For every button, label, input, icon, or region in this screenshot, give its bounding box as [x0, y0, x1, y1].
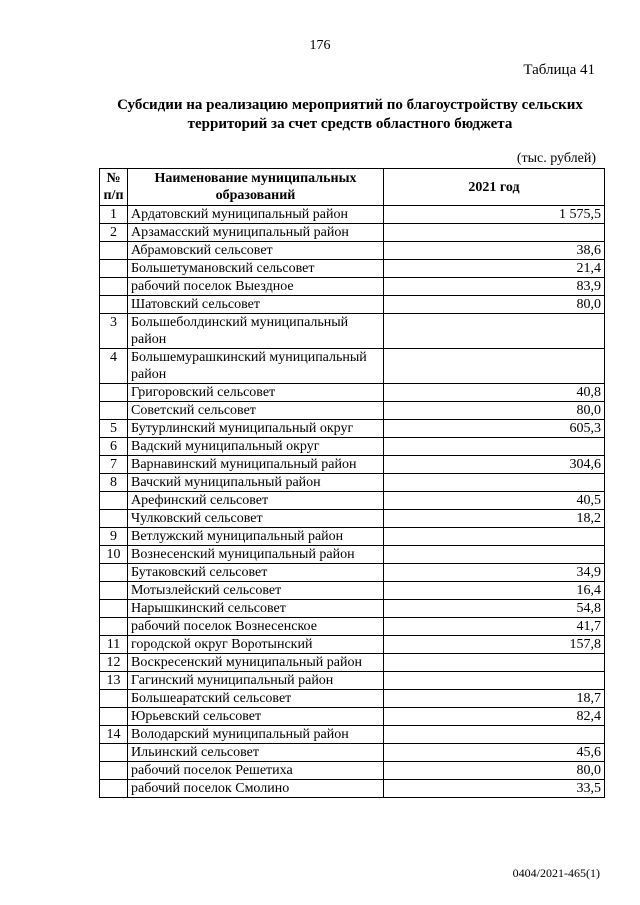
row-name: Ильинский сельсовет: [128, 744, 384, 762]
row-value: 33,5: [384, 780, 605, 798]
row-name: Шатовский сельсовет: [128, 296, 384, 314]
row-number: [100, 708, 128, 726]
document-title: [60, 96, 640, 134]
subsidies-table: [99, 168, 605, 798]
header-name: Наименование муниципальных образований: [128, 169, 384, 206]
row-number: [100, 762, 128, 780]
row-value: 82,4: [384, 708, 605, 726]
row-name: Варнавинский муниципальный район: [128, 456, 384, 474]
row-name: Вачский муниципальный район: [128, 474, 384, 492]
row-name: Арзамасский муниципальный район: [128, 224, 384, 242]
row-value: 80,0: [384, 296, 605, 314]
table-row: [100, 314, 605, 349]
row-value: [384, 474, 605, 492]
row-value: 304,6: [384, 456, 605, 474]
row-name: рабочий поселок Выездное: [128, 278, 384, 296]
title-line-1: Субсидии на реализацию мероприятий по благоустройству сельских: [117, 97, 583, 113]
table-row: [100, 618, 605, 636]
table-row: [100, 636, 605, 654]
row-name: Нарышкинский сельсовет: [128, 600, 384, 618]
table-row: [100, 726, 605, 744]
row-number: [100, 690, 128, 708]
row-value: 18,2: [384, 510, 605, 528]
row-number: [100, 278, 128, 296]
table-row: [100, 654, 605, 672]
row-name: Большеболдинский муниципальный район: [128, 314, 384, 349]
row-number: [100, 744, 128, 762]
row-name: Володарский муниципальный район: [128, 726, 384, 744]
row-name: рабочий поселок Смолино: [128, 780, 384, 798]
row-name: Большеаратский сельсовет: [128, 690, 384, 708]
row-name: Большемурашкинский муниципальный район: [128, 349, 384, 384]
row-number: [100, 600, 128, 618]
row-number: [100, 618, 128, 636]
table-row: [100, 438, 605, 456]
row-number: [100, 582, 128, 600]
row-value: [384, 528, 605, 546]
row-name: Советский сельсовет: [128, 402, 384, 420]
row-name: Арефинский сельсовет: [128, 492, 384, 510]
table-row: [100, 762, 605, 780]
row-value: [384, 349, 605, 384]
row-name: Большетумановский сельсовет: [128, 260, 384, 278]
footer-code: 0404/2021-465(1): [512, 866, 600, 880]
row-value: [384, 672, 605, 690]
row-number: [100, 260, 128, 278]
table-body: [100, 206, 605, 798]
table-row: [100, 492, 605, 510]
row-number: 9: [100, 528, 128, 546]
row-number: [100, 402, 128, 420]
row-number: 8: [100, 474, 128, 492]
row-number: [100, 242, 128, 260]
row-value: 40,5: [384, 492, 605, 510]
row-number: 12: [100, 654, 128, 672]
table-row: [100, 384, 605, 402]
row-number: 7: [100, 456, 128, 474]
row-value: [384, 314, 605, 349]
row-value: 80,0: [384, 402, 605, 420]
row-name: Абрамовский сельсовет: [128, 242, 384, 260]
row-name: Воскресенский муниципальный район: [128, 654, 384, 672]
row-number: [100, 564, 128, 582]
row-name: Юрьевский сельсовет: [128, 708, 384, 726]
row-name: Гагинский муниципальный район: [128, 672, 384, 690]
row-number: 6: [100, 438, 128, 456]
row-number: 10: [100, 546, 128, 564]
units-label: (тыс. рублей): [516, 151, 596, 166]
row-value: 54,8: [384, 600, 605, 618]
table-row: [100, 420, 605, 438]
row-number: 5: [100, 420, 128, 438]
table-label: Таблица 41: [523, 62, 595, 78]
table-row: [100, 744, 605, 762]
table-row: [100, 600, 605, 618]
table-row: [100, 278, 605, 296]
row-value: [384, 438, 605, 456]
row-number: [100, 492, 128, 510]
table-row: [100, 690, 605, 708]
table-row: [100, 474, 605, 492]
header-number: № п/п: [100, 169, 128, 206]
row-number: 13: [100, 672, 128, 690]
row-value: 157,8: [384, 636, 605, 654]
table-row: [100, 242, 605, 260]
row-value: 41,7: [384, 618, 605, 636]
table-row: [100, 402, 605, 420]
row-number: 2: [100, 224, 128, 242]
row-number: [100, 510, 128, 528]
row-name: Мотызлейский сельсовет: [128, 582, 384, 600]
row-name: Григоровский сельсовет: [128, 384, 384, 402]
table-header-row: [100, 169, 605, 206]
row-number: 11: [100, 636, 128, 654]
row-name: Бутурлинский муниципальный округ: [128, 420, 384, 438]
row-value: 605,3: [384, 420, 605, 438]
row-number: [100, 780, 128, 798]
row-value: 45,6: [384, 744, 605, 762]
table-row: [100, 349, 605, 384]
table-row: [100, 546, 605, 564]
row-name: рабочий поселок Решетиха: [128, 762, 384, 780]
row-number: 1: [100, 206, 128, 224]
table-row: [100, 672, 605, 690]
row-name: рабочий поселок Вознесенское: [128, 618, 384, 636]
header-year: 2021 год: [384, 169, 605, 206]
row-name: Вадский муниципальный округ: [128, 438, 384, 456]
row-value: 18,7: [384, 690, 605, 708]
row-name: городской округ Воротынский: [128, 636, 384, 654]
row-name: Вознесенский муниципальный район: [128, 546, 384, 564]
page-number: 176: [309, 38, 331, 53]
table-row: [100, 582, 605, 600]
table-row: [100, 510, 605, 528]
row-value: 1 575,5: [384, 206, 605, 224]
row-name: Бутаковский сельсовет: [128, 564, 384, 582]
row-value: 21,4: [384, 260, 605, 278]
row-value: 83,9: [384, 278, 605, 296]
row-value: 40,8: [384, 384, 605, 402]
row-value: 34,9: [384, 564, 605, 582]
row-number: [100, 296, 128, 314]
table-row: [100, 206, 605, 224]
row-value: 16,4: [384, 582, 605, 600]
title-line-2: территорий за счет средств областного бюджета: [187, 116, 513, 132]
row-value: 80,0: [384, 762, 605, 780]
row-name: Ардатовский муниципальный район: [128, 206, 384, 224]
row-name: Ветлужский муниципальный район: [128, 528, 384, 546]
row-number: 3: [100, 314, 128, 349]
row-number: [100, 384, 128, 402]
row-name: Чулковский сельсовет: [128, 510, 384, 528]
table-row: [100, 708, 605, 726]
table-row: [100, 780, 605, 798]
table-row: [100, 224, 605, 242]
row-value: [384, 726, 605, 744]
table-row: [100, 528, 605, 546]
table-row: [100, 260, 605, 278]
table-row: [100, 564, 605, 582]
row-value: 38,6: [384, 242, 605, 260]
row-number: 14: [100, 726, 128, 744]
row-number: 4: [100, 349, 128, 384]
table-row: [100, 296, 605, 314]
row-value: [384, 224, 605, 242]
row-value: [384, 546, 605, 564]
row-value: [384, 654, 605, 672]
table-row: [100, 456, 605, 474]
